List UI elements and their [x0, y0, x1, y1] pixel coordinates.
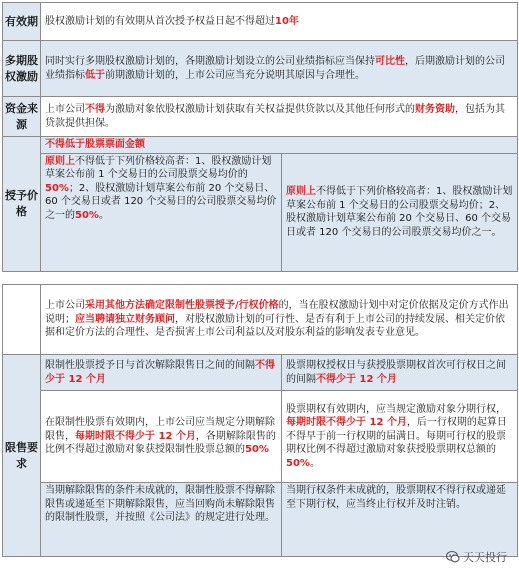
grant-right-b: 不得低于下列价格较高者：1、股权激励计划草案公布前 1 个交易日的公司股票交易均价；2、股权激励计划草案公布前 20 个交易日、60 个交易日或者 120 个交易日的公司股票交易均价之一。 [286, 186, 513, 238]
row-lockup-1 [3, 355, 518, 391]
grant-left-f: 。 [98, 209, 109, 221]
lockup-2-right-c: ，后一行权期的起算日不得早于前一行权期的届满日。每期可行权的股票期权比例不得超过激励对象获授股票期权总额的 [286, 417, 507, 456]
grant-right-principle: 原则上 [286, 186, 316, 197]
row-grant-price-top [3, 137, 518, 154]
lockup-2-right-e: 。 [309, 457, 320, 469]
row-other-pricing [3, 285, 518, 355]
validity-years: 10年 [275, 15, 299, 27]
lockup-1-right-b: 不得少于 12 个月 [316, 373, 397, 385]
funding-e: ，包括为其贷款提供担保。 [45, 104, 505, 129]
other-a: 上市公司 [45, 300, 85, 312]
grant-price-floor [41, 137, 518, 154]
equity-incentive-table-1 [2, 2, 518, 272]
lockup-2-left-b: 每期时限不得少于 12 个月 [75, 430, 196, 442]
grant-price-right [282, 153, 518, 271]
lockup-1-left-a: 限制性股票授予日与首次解除限售日之间的间隔 [45, 360, 255, 371]
funding-a: 上市公司 [45, 104, 85, 115]
lockup-2-right-a: 股票期权有效期内，应当规定激励对象分期行权， [286, 403, 506, 415]
lockup-2-left [41, 391, 282, 483]
other-pricing-text [41, 285, 518, 355]
row-funding [3, 97, 518, 137]
lockup-1-left-b: 不得少于 12 个月 [45, 360, 275, 385]
lockup-1-right [282, 355, 518, 391]
row-grant-price-detail [3, 153, 518, 271]
grant-left-50a: 50% [45, 182, 69, 194]
row-lockup-2 [3, 391, 518, 483]
funding-c: 为激励对象依股权激励计划获取有关权益提供贷款以及其他任何形式的 [105, 104, 415, 115]
other-advisor: 应当聘请独立财务顾问 [75, 313, 175, 325]
lockup-3-right: 当期行权条件未成就的，股票期权不得行权或递延至下期行权，应当终止行权并及时注销。 [282, 483, 518, 557]
equity-incentive-table-2 [2, 284, 518, 557]
wechat-icon [446, 550, 460, 564]
multi-a: 同时实行多期股权激励计划的，各期激励计划设立的公司业绩指标应当保持 [45, 56, 375, 67]
validity-text-a: 股权激励计划的有效期从首次授予权益日起不得超过 [45, 15, 275, 27]
lockup-2-left-c: ，各期解除限售的比例不得超过激励对象获授限制性股票总额的 [45, 430, 276, 456]
row-head-funding: 资金来源 [3, 97, 41, 137]
lockup-2-right-d: 50% [286, 457, 310, 469]
funding-text [41, 97, 518, 137]
row-head-grant-price: 授予价格 [3, 137, 41, 272]
multi-lower: 低于 [85, 69, 105, 81]
lockup-3-left: 当期解除限售的条件未成就的，限制性股票不得解除限售或递延至下期解除限售，应当回购尚未解除限售的限制性股票，并按照《公司法》的规定进行处理。 [41, 483, 282, 557]
funding-financial-aid: 财务资助 [415, 104, 455, 115]
watermark-text: 天天投行 [463, 551, 507, 564]
grant-left-b: 不得低于下列价格较高者：1、股权激励计划草案公布前 1 个交易日的公司股票交易均价的 [45, 155, 272, 180]
lockup-2-right [282, 391, 518, 483]
multi-comparability: 可比性 [375, 56, 405, 67]
other-e: ，对股权激励计划的可行性、是否有利于上市公司的持续发展、相关定价依据和定价方法的合理性、是否损害上市公司利益以及对股东利益的影响发表专业意见。 [45, 313, 505, 339]
multi-c: ，后期激励计划的公司业绩指标 [45, 56, 505, 81]
validity-text [41, 3, 518, 41]
lockup-2-left-a: 在限制性股票有效期内，上市公司应当规定分期解除限售， [45, 417, 275, 442]
multi-period-text [41, 41, 518, 97]
grant-left-50b: 50% [75, 209, 99, 221]
grant-price-left [41, 153, 282, 271]
row-head-multi-period: 多期股权激励 [3, 41, 41, 97]
multi-e: 前期激励计划的，上市公司应当充分说明其原因与合理性。 [105, 69, 365, 81]
watermark [446, 549, 507, 565]
funding-not: 不得 [85, 104, 105, 115]
grant-price-floor-text: 不得低于股票票面金额 [45, 139, 145, 150]
lockup-1-right-a: 股票期权授权日与获授股票期权首次可行权日之间的间隔 [286, 360, 506, 385]
grant-left-d: ；2、股权激励计划草案公布前 20 个交易日、60 个交易日或者 120 个交易日的公司股票交易均价之一的 [45, 182, 277, 221]
other-c: 的，当在股权激励计划中对定价依据及定价方式作出说明； [45, 300, 509, 325]
lockup-2-right-b: 每期时限不得少于 12 个月 [286, 417, 407, 429]
grant-left-principle: 原则上 [45, 155, 75, 167]
row-head-validity: 有效期 [3, 3, 41, 41]
lockup-2-left-d: 50% [245, 444, 269, 456]
lockup-1-left [41, 355, 282, 391]
row-lockup-3 [3, 483, 518, 557]
other-method: 采用其他方法确定限制性股票授予/行权价格 [85, 300, 279, 312]
row-head-lockup: 限售要求 [3, 355, 41, 557]
row-head-empty [3, 285, 41, 355]
row-multi-period [3, 41, 518, 97]
row-validity [3, 3, 518, 41]
